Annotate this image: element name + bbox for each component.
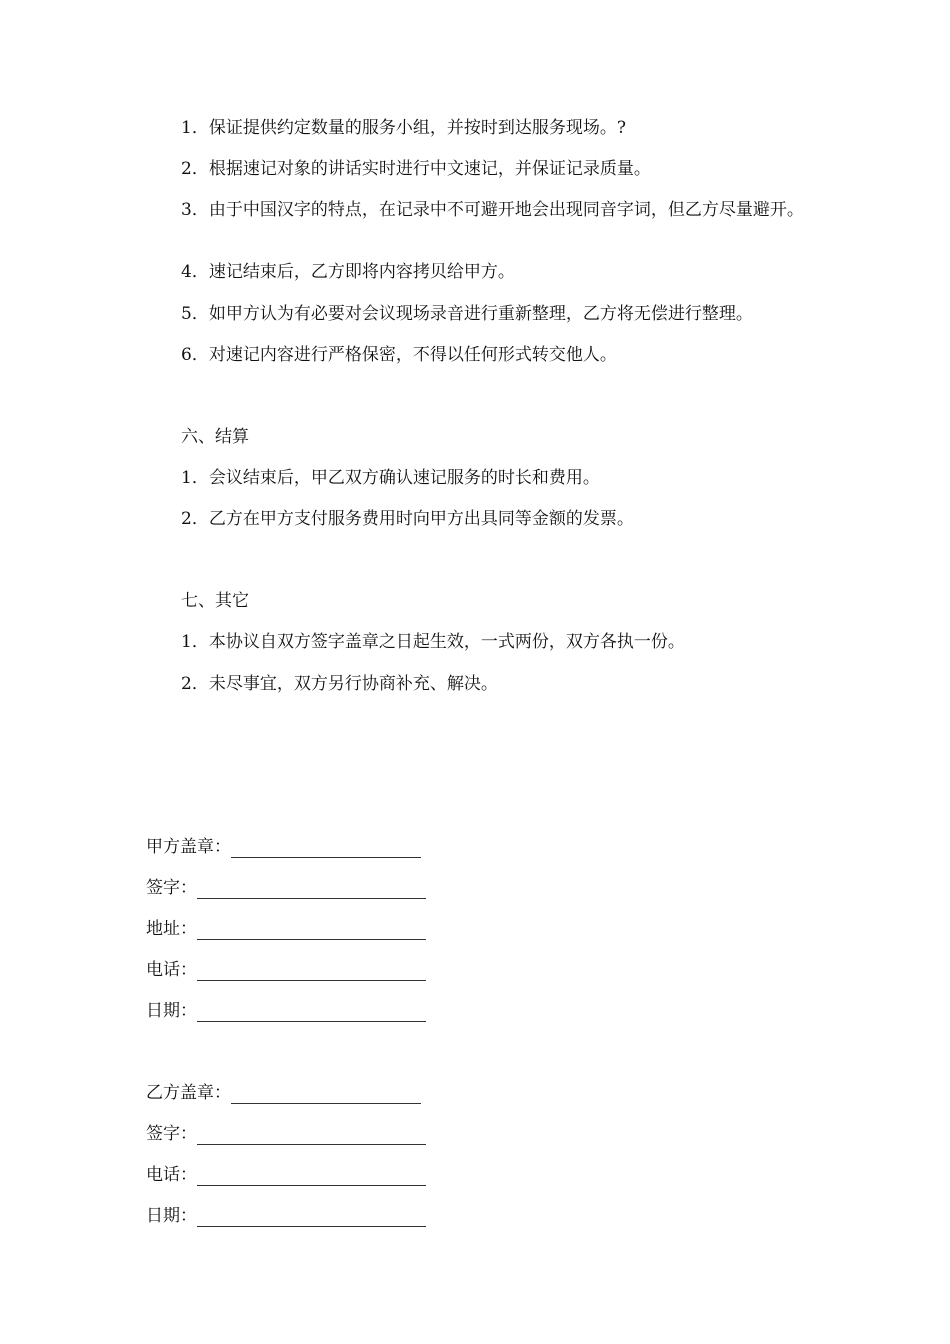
party-a-address-label: 地址：: [146, 919, 197, 939]
party-b-seal-line[interactable]: [231, 1083, 421, 1104]
settlement-item-2: 2．乙方在甲方支付服务费用时向甲方出具同等金额的发票。: [181, 509, 634, 529]
party-a-phone-field: [146, 959, 426, 981]
party-b-seal-field: [146, 1082, 421, 1104]
party-a-seal-field: [146, 836, 421, 858]
party-b-signature-field: [146, 1123, 426, 1145]
party-a-address-field: [146, 918, 426, 940]
party-b-phone-label: 电话：: [146, 1165, 197, 1185]
other-item-1: 1．本协议自双方签字盖章之日起生效，一式两份，双方各执一份。: [181, 632, 685, 652]
settlement-item-1: 1．会议结束后，甲乙双方确认速记服务的时长和费用。: [181, 468, 600, 488]
party-a-address-line[interactable]: [197, 919, 426, 940]
other-heading: 七、其它: [181, 591, 249, 611]
party-b-phone-line[interactable]: [197, 1165, 426, 1186]
other-item-2: 2．未尽事宜，双方另行协商补充、解决。: [181, 674, 498, 694]
obligation-item-2: 2．根据速记对象的讲话实时进行中文速记，并保证记录质量。: [181, 159, 651, 179]
party-b-date-line[interactable]: [197, 1206, 426, 1227]
settlement-heading: 六、结算: [181, 427, 249, 447]
party-b-signature-line[interactable]: [197, 1124, 426, 1145]
party-a-signature-field: [146, 877, 426, 899]
obligation-item-1: 1．保证提供约定数量的服务小组，并按时到达服务现场。?: [181, 118, 626, 138]
party-a-date-line[interactable]: [197, 1001, 426, 1022]
party-a-date-field: [146, 1000, 426, 1022]
party-b-date-field: [146, 1205, 426, 1227]
party-b-seal-label: 乙方盖章：: [146, 1083, 231, 1103]
obligation-item-6: 6．对速记内容进行严格保密，不得以任何形式转交他人。: [181, 345, 617, 365]
party-a-phone-line[interactable]: [197, 960, 426, 981]
obligation-item-4: 4．速记结束后，乙方即将内容拷贝给甲方。: [181, 262, 515, 282]
party-b-signature-label: 签字：: [146, 1124, 197, 1144]
party-a-date-label: 日期：: [146, 1001, 197, 1021]
obligation-item-3: 3．由于中国汉字的特点，在记录中不可避开地会出现同音字词，但乙方尽量避开。: [181, 200, 804, 220]
obligation-item-5: 5．如甲方认为有必要对会议现场录音进行重新整理，乙方将无偿进行整理。: [181, 304, 753, 324]
party-a-signature-line[interactable]: [197, 878, 426, 899]
party-a-signature-label: 签字：: [146, 878, 197, 898]
party-a-phone-label: 电话：: [146, 960, 197, 980]
party-a-seal-label: 甲方盖章：: [146, 837, 231, 857]
party-b-phone-field: [146, 1164, 426, 1186]
party-a-seal-line[interactable]: [231, 837, 421, 858]
party-b-date-label: 日期：: [146, 1206, 197, 1226]
